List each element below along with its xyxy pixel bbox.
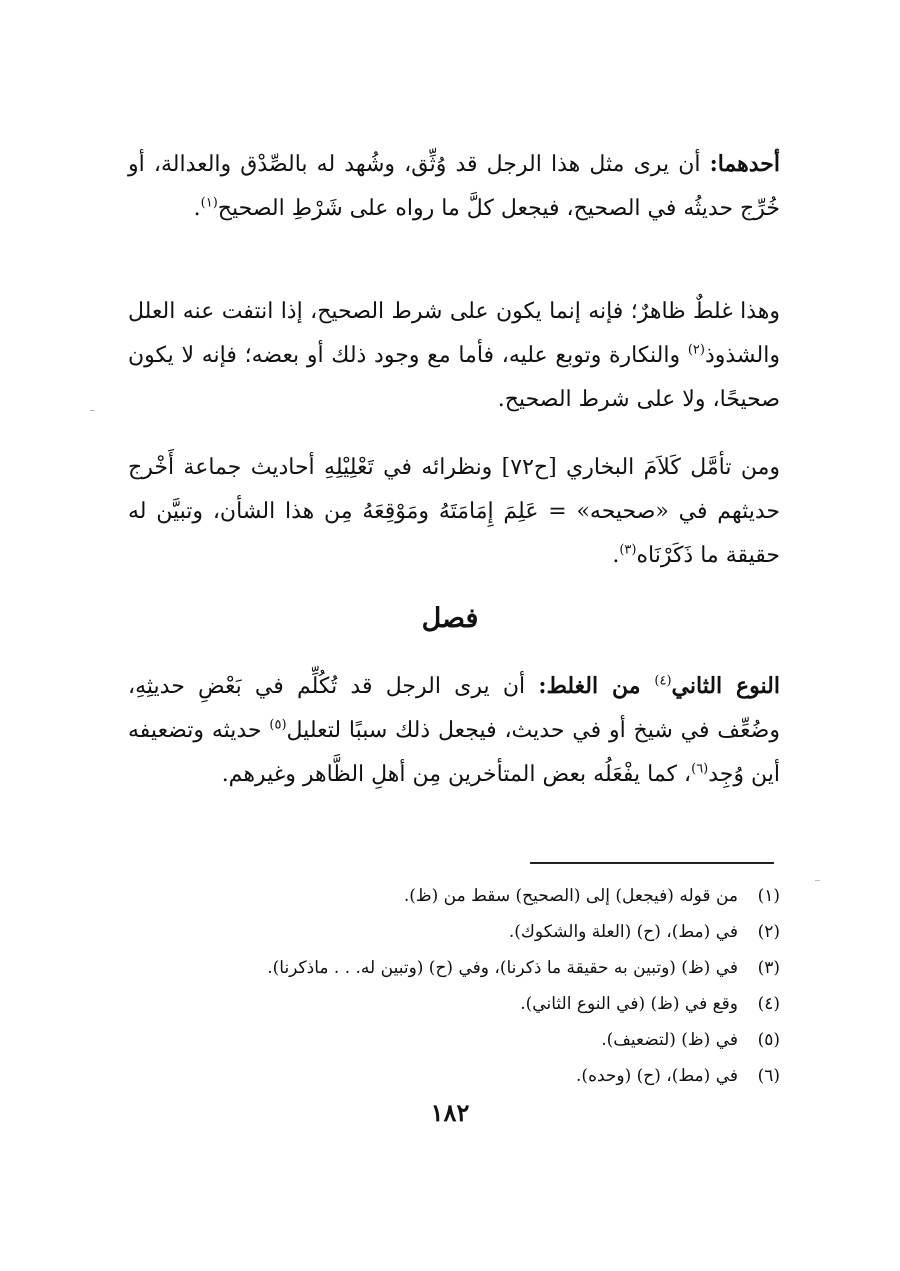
footnote-text: وقع في (ظ) (في النوع الثاني).: [520, 994, 738, 1014]
footnote-number: (٤): [757, 994, 780, 1014]
scan-speck: [90, 410, 95, 411]
paragraph-first-type: [128, 142, 780, 231]
footnote-ref-4: (٤): [654, 673, 672, 689]
footnote-4: [128, 986, 780, 1022]
footnote-text: في (مط)، (ح) (وحده).: [576, 1066, 738, 1086]
paragraph-2-end: والنكارة وتوبع عليه، فأما مع وجود ذلك أو بعضه؛ فإنه لا يكون صحيحًا، ولا على شرط الصحيح.: [128, 343, 780, 412]
footnote-ref-2: (٢): [687, 342, 705, 358]
paragraph-3: [128, 446, 780, 578]
page-number: ١٨٢: [430, 1098, 470, 1127]
footnote-separator: [530, 862, 774, 864]
footnote-1: [128, 878, 780, 914]
paragraph-1-text: أن يرى مثل هذا الرجل قد وُثِّق، وشُهد له بالصِّدْق والعدالة، أو خُرِّج حديثُه في الصحيح، فيجعل كلَّ ما رواه على شَرْطِ الصحيح: [128, 152, 780, 221]
paragraph-1-lead: أحدهما:: [709, 151, 780, 177]
paragraph-4-text: أن يرى الرجل قد تُكُلِّم في بَعْضِ حديثِهِ، وضُعِّف في شيخ أو في حديث، فيجعل ذلك سببًا لتعليل: [128, 674, 780, 743]
paragraph-4-lead: النوع الثاني: [671, 673, 780, 699]
footnote-6: [128, 1058, 780, 1094]
footnote-2: [128, 914, 780, 950]
footnotes: [128, 878, 780, 1094]
footnote-text: من قوله (فيجعل) إلى (الصحيح) سقط من (ظ).: [403, 886, 738, 906]
footnote-number: (٦): [757, 1066, 780, 1086]
paragraph-3-text: ومن تأمَّل كَلاَمَ البخاري [ح٧٢] ونظرائه في تَعْلِيْلِهِ أحاديث جماعة أَخْرج حديثهم في «صحيحه» = عَلِمَ إِمَامَتَهُ ومَوْقِعَهُ مِن هذا الشأن، وتبيَّن له حقيقة ما ذَكَرْنَاه: [128, 455, 781, 568]
footnote-ref-6: (٦): [691, 761, 709, 777]
paragraph-3-end: .: [612, 543, 620, 568]
footnote-text: في (ظ) (وتبين به حقيقة ما ذكرنا)، وفي (ح) (وتبين له. . . ماذكرنا).: [267, 958, 738, 978]
footnote-ref-3: (٣): [619, 542, 637, 558]
paragraph-4: [128, 664, 780, 797]
paragraph-1-end: .: [193, 196, 201, 221]
footnote-number: (١): [757, 886, 780, 906]
scan-speck: [815, 880, 820, 881]
paragraph-2-text: وهذا غلطٌ ظاهرٌ؛ فإنه إنما يكون على شرط الصحيح، إذا انتفت عنه العلل والشذوذ: [128, 299, 780, 368]
paragraph-second: [128, 290, 780, 422]
paragraph-4-text-b: حديثه وتضعيفه أين وُجِد: [128, 718, 780, 787]
footnote-3: [128, 950, 780, 986]
footnote-ref-5: (٥): [269, 717, 287, 733]
paragraph-4-lead-b: من الغلط:: [538, 673, 655, 699]
footnote-text: في (ظ) (لتضعيف).: [601, 1030, 738, 1050]
paragraph-second-type: [128, 664, 780, 797]
paragraph-4-end: ، كما يفْعَلُه بعض المتأخرين مِن أهلِ الظَّاهر وغيرهم.: [221, 762, 692, 787]
footnote-number: (٣): [757, 958, 780, 978]
paragraph-2: [128, 290, 780, 422]
footnote-number: (٥): [757, 1030, 780, 1050]
paragraph-third: [128, 446, 780, 578]
paragraph-1: [128, 142, 780, 231]
footnote-text: في (مط)، (ح) (العلة والشكوك).: [508, 922, 738, 942]
footnote-ref-1: (١): [200, 195, 218, 211]
section-heading: فصل: [421, 603, 479, 634]
footnote-5: [128, 1022, 780, 1058]
footnote-number: (٢): [757, 922, 780, 942]
